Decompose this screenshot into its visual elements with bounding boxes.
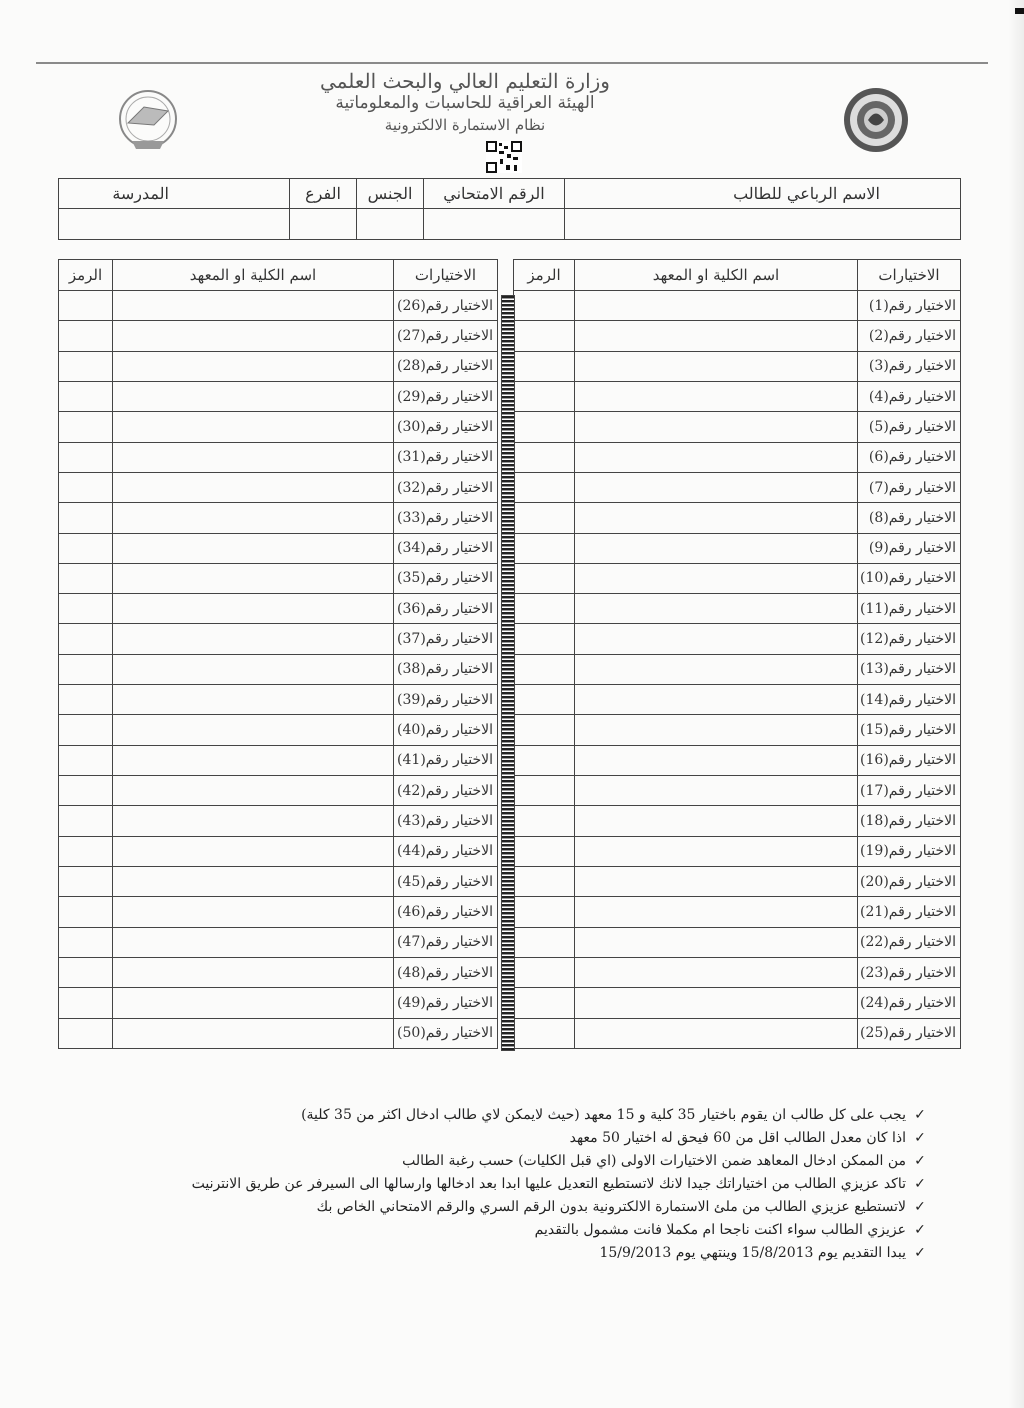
college-name-header: اسم الكلية او المعهد: [113, 260, 394, 291]
college-name-field[interactable]: [113, 836, 394, 866]
instruction-item: ✓اذا كان معدل الطالب اقل من 60 فيحق له اختيار 50 معهد: [74, 1127, 934, 1150]
choices-header: الاختيارات: [858, 260, 961, 291]
code-field[interactable]: [59, 563, 113, 593]
choice-row: [514, 291, 961, 321]
choice-row: [514, 957, 961, 987]
college-name-field[interactable]: [575, 745, 858, 775]
code-field[interactable]: [59, 351, 113, 381]
college-name-field[interactable]: [113, 776, 394, 806]
college-name-field[interactable]: [113, 866, 394, 896]
code-field[interactable]: [514, 745, 575, 775]
choice-row: [59, 866, 498, 896]
choice-row: [514, 412, 961, 442]
college-name-field[interactable]: [575, 412, 858, 442]
branch-field[interactable]: [290, 209, 357, 240]
code-field[interactable]: [59, 291, 113, 321]
gender-header: الجنس: [357, 179, 424, 209]
code-field[interactable]: [59, 927, 113, 957]
choice-label: الاختيار رقم(5): [858, 412, 961, 442]
college-name-field[interactable]: [575, 1018, 858, 1049]
choice-row: [59, 806, 498, 836]
code-field[interactable]: [59, 988, 113, 1018]
choice-row: [514, 381, 961, 411]
code-field[interactable]: [59, 654, 113, 684]
choices-header-row: [59, 260, 498, 291]
choice-row: [514, 866, 961, 896]
code-field[interactable]: [514, 866, 575, 896]
student-value-row: [59, 209, 961, 240]
student-info-table: [58, 178, 961, 240]
check-mark-icon: ✓: [914, 1245, 926, 1261]
college-name-field[interactable]: [113, 412, 394, 442]
code-field[interactable]: [514, 442, 575, 472]
choice-row: [59, 927, 498, 957]
exam-number-header: الرقم الامتحاني: [424, 179, 565, 209]
choices-header: الاختيارات: [394, 260, 498, 291]
choice-label: الاختيار رقم(44): [394, 836, 498, 866]
check-mark-icon: ✓: [914, 1130, 926, 1146]
choice-row: [59, 412, 498, 442]
code-field[interactable]: [59, 381, 113, 411]
school-field[interactable]: [59, 209, 290, 240]
check-mark-icon: ✓: [914, 1153, 926, 1169]
college-name-field[interactable]: [113, 533, 394, 563]
choices-header-row: [514, 260, 961, 291]
code-field[interactable]: [59, 806, 113, 836]
check-mark-icon: ✓: [914, 1107, 926, 1123]
college-name-field[interactable]: [575, 381, 858, 411]
choice-row: [514, 836, 961, 866]
choice-label: الاختيار رقم(49): [394, 988, 498, 1018]
qr-code-icon: [486, 141, 522, 173]
code-header: الرمز: [59, 260, 113, 291]
code-field[interactable]: [514, 503, 575, 533]
college-name-field[interactable]: [113, 321, 394, 351]
code-field[interactable]: [514, 533, 575, 563]
choice-label: الاختيار رقم(32): [394, 472, 498, 502]
college-name-field[interactable]: [575, 685, 858, 715]
code-field[interactable]: [59, 776, 113, 806]
code-field[interactable]: [514, 563, 575, 593]
code-field[interactable]: [514, 836, 575, 866]
code-field[interactable]: [514, 1018, 575, 1049]
choice-label: الاختيار رقم(19): [858, 836, 961, 866]
gender-field[interactable]: [357, 209, 424, 240]
college-name-field[interactable]: [575, 472, 858, 502]
ministry-emblem-icon: [838, 85, 914, 155]
choice-row: [514, 715, 961, 745]
choice-row: [514, 472, 961, 502]
college-name-field[interactable]: [113, 351, 394, 381]
branch-header: الفرع: [290, 179, 357, 209]
code-field[interactable]: [514, 351, 575, 381]
college-name-field[interactable]: [575, 563, 858, 593]
college-name-field[interactable]: [113, 1018, 394, 1049]
code-field[interactable]: [514, 624, 575, 654]
college-name-field[interactable]: [113, 624, 394, 654]
choice-row: [514, 624, 961, 654]
instruction-item: ✓لاتستطيع عزيزي الطالب من ملئ الاستمارة الالكترونية بدون الرقم السري والرقم الامتحاني الخاص بك: [74, 1196, 934, 1219]
choice-label: الاختيار رقم(26): [394, 291, 498, 321]
code-field[interactable]: [514, 988, 575, 1018]
document-header: [240, 70, 690, 170]
choice-row: [514, 594, 961, 624]
check-mark-icon: ✓: [914, 1222, 926, 1238]
college-name-field[interactable]: [113, 715, 394, 745]
choice-row: [514, 806, 961, 836]
code-field[interactable]: [59, 715, 113, 745]
choice-label: الاختيار رقم(17): [858, 776, 961, 806]
choice-row: [514, 776, 961, 806]
choice-row: [59, 897, 498, 927]
ministry-title: وزارة التعليم العالي والبحث العلمي: [320, 69, 610, 93]
choice-label: الاختيار رقم(22): [858, 927, 961, 957]
choice-label: الاختيار رقم(24): [858, 988, 961, 1018]
code-field[interactable]: [514, 715, 575, 745]
student-name-field[interactable]: [565, 209, 961, 240]
college-name-field[interactable]: [575, 836, 858, 866]
choice-label: الاختيار رقم(33): [394, 503, 498, 533]
choice-row: [59, 533, 498, 563]
code-field[interactable]: [59, 897, 113, 927]
choice-row: [59, 442, 498, 472]
choice-label: الاختيار رقم(6): [858, 442, 961, 472]
choice-row: [514, 927, 961, 957]
choices-table-26-50: [58, 259, 498, 1049]
choice-label: الاختيار رقم(12): [858, 624, 961, 654]
choice-row: [514, 442, 961, 472]
scan-shadow: [1008, 0, 1024, 1408]
college-name-field[interactable]: [575, 503, 858, 533]
college-name-field[interactable]: [575, 957, 858, 987]
choice-label: الاختيار رقم(27): [394, 321, 498, 351]
choice-label: الاختيار رقم(36): [394, 594, 498, 624]
code-field[interactable]: [514, 685, 575, 715]
college-name-field[interactable]: [113, 503, 394, 533]
code-field[interactable]: [59, 745, 113, 775]
college-name-field[interactable]: [113, 927, 394, 957]
choice-label: الاختيار رقم(13): [858, 654, 961, 684]
college-name-field[interactable]: [113, 594, 394, 624]
code-field[interactable]: [59, 1018, 113, 1049]
code-field[interactable]: [514, 776, 575, 806]
code-field[interactable]: [514, 321, 575, 351]
code-field[interactable]: [514, 654, 575, 684]
choices-table-1-25: [513, 259, 961, 1049]
choice-row: [514, 563, 961, 593]
code-field[interactable]: [514, 927, 575, 957]
choice-row: [514, 685, 961, 715]
choice-row: [514, 503, 961, 533]
code-field[interactable]: [59, 624, 113, 654]
school-header: المدرسة: [59, 179, 290, 209]
choice-row: [59, 836, 498, 866]
code-field[interactable]: [59, 836, 113, 866]
college-name-field[interactable]: [113, 745, 394, 775]
code-field[interactable]: [59, 412, 113, 442]
college-name-field[interactable]: [575, 927, 858, 957]
system-title: نظام الاستمارة الالكترونية: [384, 116, 546, 134]
choice-label: الاختيار رقم(31): [394, 442, 498, 472]
choice-label: الاختيار رقم(38): [394, 654, 498, 684]
choice-label: الاختيار رقم(3): [858, 351, 961, 381]
choice-row: [59, 685, 498, 715]
choice-row: [59, 624, 498, 654]
choice-row: [514, 988, 961, 1018]
check-mark-icon: ✓: [914, 1199, 926, 1215]
choice-row: [59, 503, 498, 533]
college-name-field[interactable]: [113, 563, 394, 593]
code-field[interactable]: [59, 866, 113, 896]
choice-label: الاختيار رقم(15): [858, 715, 961, 745]
college-name-field[interactable]: [575, 321, 858, 351]
instruction-item: ✓يجب على كل طالب ان يقوم باختيار 35 كلية و 15 معهد (حيث لايمكن لاي طالب ادخال اكثر من 35 كلية): [74, 1104, 934, 1127]
instruction-item: ✓عزيزي الطالب سواء اكنت ناجحا ام مكملا فانت مشمول بالتقديم: [74, 1219, 934, 1242]
college-name-field[interactable]: [113, 381, 394, 411]
college-name-field[interactable]: [113, 806, 394, 836]
choice-label: الاختيار رقم(18): [858, 806, 961, 836]
code-field[interactable]: [514, 412, 575, 442]
code-field[interactable]: [59, 594, 113, 624]
college-name-field[interactable]: [575, 291, 858, 321]
student-header-row: [59, 179, 961, 209]
student-name-header: الاسم الرباعي للطالب: [565, 179, 961, 209]
instruction-item: ✓من الممكن ادخال المعاهد ضمن الاختيارات الاولى (اي قبل الكليات) حسب رغبة الطالب: [74, 1150, 934, 1173]
code-field[interactable]: [59, 685, 113, 715]
choice-row: [514, 745, 961, 775]
choice-row: [59, 381, 498, 411]
choice-label: الاختيار رقم(21): [858, 897, 961, 927]
choice-label: الاختيار رقم(42): [394, 776, 498, 806]
choice-label: الاختيار رقم(48): [394, 957, 498, 987]
top-rule: [36, 62, 988, 64]
instruction-item: ✓تاكد عزيزي الطالب من اختياراتك جيدا لانك لاتستطيع التعديل عليها ابدا بعد ادخالها وارسالها الى السيرفر عن طريق الانترنيت: [74, 1173, 934, 1196]
code-field[interactable]: [514, 806, 575, 836]
choice-label: الاختيار رقم(7): [858, 472, 961, 502]
college-name-field[interactable]: [113, 472, 394, 502]
choice-row: [59, 654, 498, 684]
college-name-field[interactable]: [575, 624, 858, 654]
college-name-field[interactable]: [113, 291, 394, 321]
college-name-field[interactable]: [575, 866, 858, 896]
choice-label: الاختيار رقم(43): [394, 806, 498, 836]
college-name-field[interactable]: [575, 715, 858, 745]
agency-logo-icon: [110, 85, 186, 155]
choice-row: [514, 533, 961, 563]
code-field[interactable]: [514, 381, 575, 411]
choice-label: الاختيار رقم(46): [394, 897, 498, 927]
choice-label: الاختيار رقم(10): [858, 563, 961, 593]
code-field[interactable]: [59, 472, 113, 502]
choice-row: [59, 472, 498, 502]
choice-label: الاختيار رقم(45): [394, 866, 498, 896]
choice-row: [59, 988, 498, 1018]
instruction-item: ✓يبدا التقديم يوم 15/8/2013 وينتهي يوم 15/9/2013: [74, 1242, 934, 1265]
choice-row: [59, 291, 498, 321]
choice-label: الاختيار رقم(16): [858, 745, 961, 775]
college-name-field[interactable]: [575, 594, 858, 624]
college-name-field[interactable]: [113, 442, 394, 472]
choice-label: الاختيار رقم(30): [394, 412, 498, 442]
choice-label: الاختيار رقم(28): [394, 351, 498, 381]
choice-label: الاختيار رقم(50): [394, 1018, 498, 1049]
exam-number-field[interactable]: [424, 209, 565, 240]
choice-label: الاختيار رقم(40): [394, 715, 498, 745]
choice-label: الاختيار رقم(20): [858, 866, 961, 896]
college-name-field[interactable]: [575, 654, 858, 684]
agency-title: الهيئة العراقية للحاسبات والمعلوماتية: [335, 93, 595, 113]
code-header: الرمز: [514, 260, 575, 291]
choice-label: الاختيار رقم(9): [858, 533, 961, 563]
college-name-field[interactable]: [113, 988, 394, 1018]
code-field[interactable]: [514, 957, 575, 987]
college-name-field[interactable]: [113, 685, 394, 715]
check-mark-icon: ✓: [914, 1176, 926, 1192]
choice-label: الاختيار رقم(41): [394, 745, 498, 775]
choice-label: الاختيار رقم(8): [858, 503, 961, 533]
choice-row: [59, 776, 498, 806]
code-field[interactable]: [514, 291, 575, 321]
vertical-barcode: [501, 295, 515, 1051]
choice-row: [514, 351, 961, 381]
college-name-field[interactable]: [575, 442, 858, 472]
choice-row: [514, 1018, 961, 1049]
choice-label: الاختيار رقم(39): [394, 685, 498, 715]
college-name-field[interactable]: [113, 897, 394, 927]
choice-label: الاختيار رقم(37): [394, 624, 498, 654]
code-field[interactable]: [59, 533, 113, 563]
choice-label: الاختيار رقم(25): [858, 1018, 961, 1049]
code-field[interactable]: [514, 897, 575, 927]
choice-row: [59, 1018, 498, 1049]
choice-label: الاختيار رقم(4): [858, 381, 961, 411]
choice-label: الاختيار رقم(14): [858, 685, 961, 715]
code-field[interactable]: [59, 503, 113, 533]
code-field[interactable]: [514, 594, 575, 624]
choice-row: [59, 321, 498, 351]
college-name-field[interactable]: [575, 776, 858, 806]
college-name-field[interactable]: [575, 533, 858, 563]
code-field[interactable]: [59, 442, 113, 472]
college-name-field[interactable]: [113, 654, 394, 684]
choice-label: الاختيار رقم(34): [394, 533, 498, 563]
choice-row: [514, 321, 961, 351]
code-field[interactable]: [59, 957, 113, 987]
choice-row: [514, 654, 961, 684]
choice-label: الاختيار رقم(2): [858, 321, 961, 351]
choice-label: الاختيار رقم(47): [394, 927, 498, 957]
choice-row: [59, 563, 498, 593]
choice-label: الاختيار رقم(35): [394, 563, 498, 593]
college-name-field[interactable]: [113, 957, 394, 987]
choice-row: [59, 957, 498, 987]
college-name-field[interactable]: [575, 988, 858, 1018]
choice-row: [59, 351, 498, 381]
choice-label: الاختيار رقم(29): [394, 381, 498, 411]
choice-row: [514, 897, 961, 927]
choice-label: الاختيار رقم(1): [858, 291, 961, 321]
code-field[interactable]: [59, 321, 113, 351]
code-field[interactable]: [514, 472, 575, 502]
choice-label: الاختيار رقم(23): [858, 957, 961, 987]
college-name-field[interactable]: [575, 806, 858, 836]
choice-row: [59, 745, 498, 775]
choice-row: [59, 594, 498, 624]
choice-label: الاختيار رقم(11): [858, 594, 961, 624]
college-name-header: اسم الكلية او المعهد: [575, 260, 858, 291]
instructions-list: [74, 1104, 934, 1265]
choice-row: [59, 715, 498, 745]
college-name-field[interactable]: [575, 897, 858, 927]
college-name-field[interactable]: [575, 351, 858, 381]
